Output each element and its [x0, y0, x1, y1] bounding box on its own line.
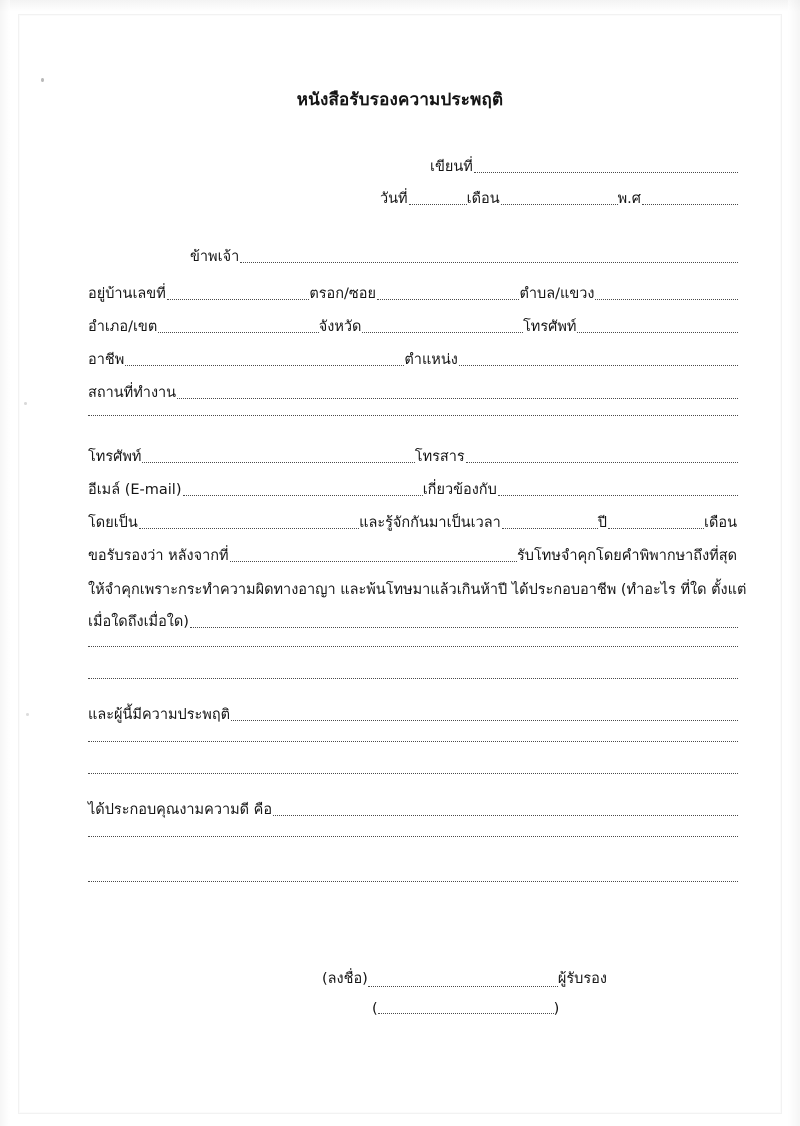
house-no-input[interactable] [167, 298, 310, 300]
email-input[interactable] [183, 494, 423, 496]
district-label: อำเภอ/เขต [88, 319, 158, 335]
merit-input-line-2[interactable] [88, 835, 738, 837]
subdistrict-label: ตำบล/แขวง [519, 286, 595, 302]
field-phone-fax-row[interactable] [88, 448, 738, 466]
position-label: ตำแหน่ง [404, 352, 458, 368]
field-occupation-row[interactable] [88, 351, 738, 369]
certify-line-2 [88, 581, 747, 599]
telephone2-label: โทรศัพท์ [88, 449, 142, 465]
months-label: เดือน [704, 515, 737, 531]
field-date-row[interactable] [380, 190, 738, 208]
merit-label: ได้ประกอบคุณงามความดี คือ [88, 802, 273, 818]
written-at-input[interactable] [474, 171, 738, 173]
field-written-at[interactable] [430, 158, 738, 176]
date-day-input[interactable] [409, 203, 467, 205]
known-months-input[interactable] [608, 527, 704, 529]
subdistrict-input[interactable] [595, 298, 738, 300]
field-email-row[interactable] [88, 481, 738, 499]
related-to-input[interactable] [498, 494, 738, 496]
certify-detail-line-3[interactable] [88, 677, 738, 679]
certify-line-3-label: เมื่อใดถึงเมื่อใด) [88, 614, 189, 630]
certify-line-1[interactable] [88, 547, 738, 565]
conduct-label: และผู้นี้มีความประพฤติ [88, 707, 231, 723]
as-being-input[interactable] [139, 527, 359, 529]
alley-input[interactable] [377, 298, 520, 300]
field-relationship-row[interactable] [88, 514, 738, 532]
certify-detail-line-2[interactable] [88, 645, 738, 647]
certify-suffix-label: รับโทษจำคุกโดยคำพิพากษาถึงที่สุด [517, 548, 737, 564]
related-to-label: เกี่ยวข้องกับ [422, 482, 497, 498]
as-being-label: โดยเป็น [88, 515, 138, 531]
alley-label: ตรอก/ซอย [309, 286, 376, 302]
email-label: อีเมล์ (E-mail) [88, 482, 182, 498]
signature-row[interactable] [322, 967, 622, 990]
known-years-input[interactable] [502, 527, 598, 529]
fax-input[interactable] [466, 461, 738, 463]
years-label: ปี [597, 515, 607, 531]
signature-name-row[interactable] [372, 1001, 582, 1017]
province-label: จังหวัด [318, 319, 362, 335]
workplace-input-line-2[interactable] [88, 414, 738, 416]
certify-person-input[interactable] [230, 560, 517, 562]
field-district-row[interactable] [88, 318, 738, 336]
date-year-input[interactable] [642, 203, 738, 205]
field-workplace[interactable] [88, 384, 738, 402]
conduct-input-line-3[interactable] [88, 772, 738, 774]
date-month-input[interactable] [501, 203, 618, 205]
self-input[interactable] [240, 261, 738, 263]
telephone-input[interactable] [577, 331, 738, 333]
fax-label: โทรสาร [414, 449, 465, 465]
sign-label: (ลงชื่อ) [322, 971, 368, 987]
name-close-paren: ) [553, 1001, 560, 1017]
conduct-input[interactable] [231, 719, 738, 721]
telephone2-input[interactable] [142, 461, 414, 463]
workplace-input[interactable] [177, 397, 738, 399]
district-input[interactable] [158, 331, 319, 333]
telephone-label: โทรศัพท์ [523, 319, 577, 335]
signature-name-input[interactable] [378, 1012, 554, 1014]
known-for-label: และรู้จักกันมาเป็นเวลา [359, 515, 501, 531]
name-open-paren: ( [372, 1001, 378, 1017]
merit-input[interactable] [273, 814, 738, 816]
occupation-input[interactable] [125, 364, 404, 366]
signature-role-label: ผู้รับรอง [557, 971, 607, 987]
certify-line-2-label: ให้จำคุกเพราะกระทำความผิดทางอาญา และพ้นโทษมาแล้วเกินห้าปี ได้ประกอบอาชีพ (ทำอะไร ที่ใด ตั้งแต่ [88, 582, 747, 598]
merit-row[interactable] [88, 801, 738, 819]
workplace-label: สถานที่ทำงาน [88, 385, 177, 401]
signature-input[interactable] [368, 985, 558, 987]
written-at-label: เขียนที่ [430, 159, 473, 175]
year-label: พ.ศ [617, 191, 641, 207]
merit-input-line-3[interactable] [88, 880, 738, 882]
field-self[interactable] [190, 248, 738, 266]
province-input[interactable] [362, 331, 523, 333]
self-label: ข้าพเจ้า [190, 249, 240, 265]
conduct-row[interactable] [88, 706, 738, 724]
conduct-input-line-2[interactable] [88, 740, 738, 742]
date-label: วันที่ [380, 191, 408, 207]
field-address-row[interactable] [88, 285, 738, 303]
page-title: หนังสือรับรองความประพฤติ [296, 90, 504, 110]
house-no-label: อยู่บ้านเลขที่ [88, 286, 166, 302]
occupation-label: อาชีพ [88, 352, 125, 368]
certify-detail-input[interactable] [190, 626, 738, 628]
certify-line-3[interactable] [88, 613, 738, 631]
certify-prefix-label: ขอรับรองว่า หลังจากที่ [88, 548, 229, 564]
month-label: เดือน [466, 191, 500, 207]
position-input[interactable] [459, 364, 738, 366]
